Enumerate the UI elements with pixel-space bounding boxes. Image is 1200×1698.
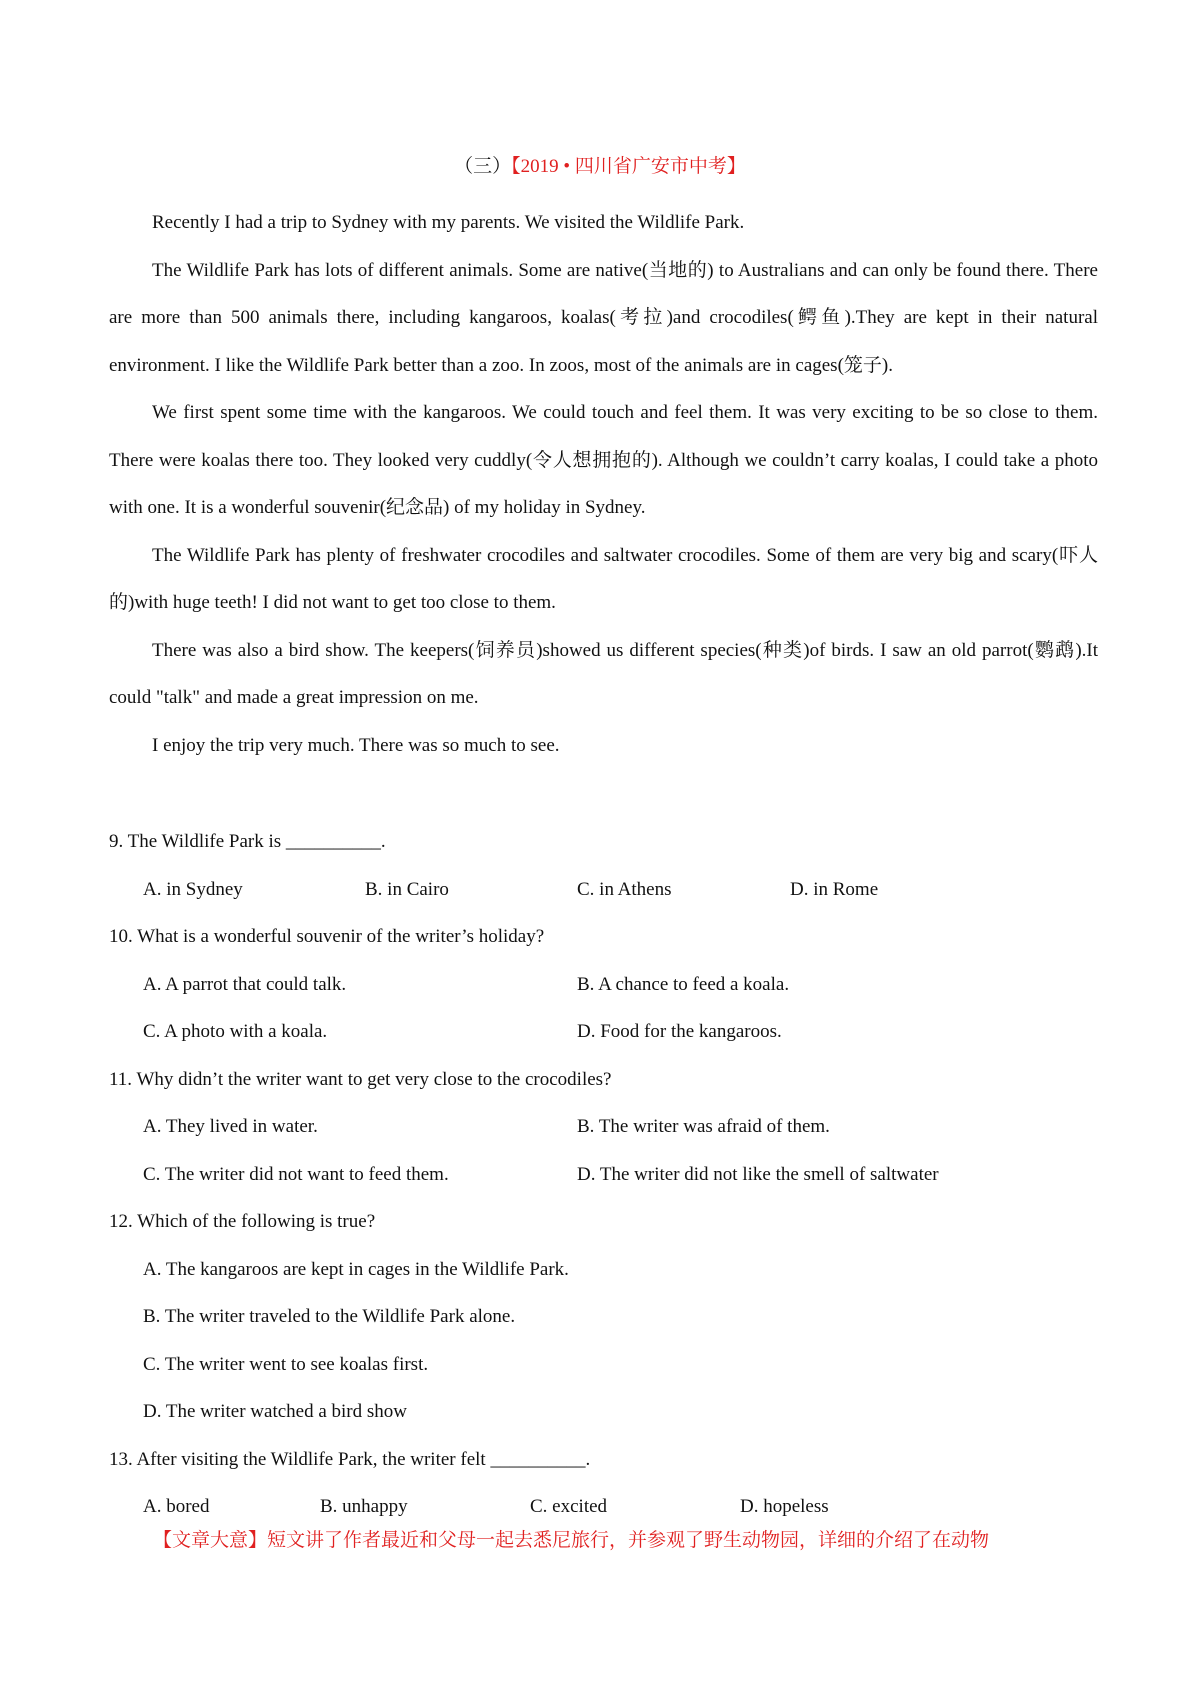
- passage-paragraph: We first spent some time with the kangaroos. We could touch and feel them. It was very exciting to be so close to them. There were koalas there too. They looked very cuddly(令人想拥抱的). Although we couldn’t carry koalas, I could take a photo with one. It is a wonderful souvenir(纪念品) of my holiday in Sydney.: [109, 402, 1098, 518]
- question-12-option-d: D. The writer watched a bird show: [143, 1401, 407, 1422]
- question-10-option-d: D. Food for the kangaroos.: [577, 1021, 782, 1042]
- passage-paragraph: The Wildlife Park has plenty of freshwater crocodiles and saltwater crocodiles. Some of them are very big and scary(吓人的)with huge teeth! I did not want to get too close to them.: [109, 544, 1098, 613]
- question-11-option-c: C. The writer did not want to feed them.: [143, 1164, 449, 1185]
- question-11-option-a: A. They lived in water.: [143, 1116, 318, 1137]
- question-13-option-c: C. excited: [530, 1496, 608, 1517]
- passage-paragraph: Recently I had a trip to Sydney with my parents. We visited the Wildlife Park.: [152, 212, 745, 233]
- question-10-option-a: A. A parrot that could talk.: [143, 974, 347, 995]
- passage-paragraph: The Wildlife Park has lots of different animals. Some are native(当地的) to Australians and can only be found there. There are more than 500 animals there, including kangaroos, koalas(考拉)and crocodiles(鳄鱼).They are kept in their natural environment. I like the Wildlife Park better than a zoo. In zoos, most of the animals are in cages(笼子).: [109, 259, 1098, 376]
- reading-passage: [109, 199, 1098, 769]
- passage-paragraph: I enjoy the trip very much. There was so much to see.: [152, 734, 560, 756]
- question-11-option-d: D. The writer did not like the smell of saltwater: [577, 1164, 939, 1185]
- section-heading: [0, 152, 1200, 182]
- question-13-option-a: A. bored: [143, 1496, 210, 1517]
- question-9-option-c: C. in Athens: [577, 879, 672, 900]
- question-11-option-b: B. The writer was afraid of them.: [577, 1116, 830, 1137]
- question-11-stem: 11. Why didn’t the writer want to get very close to the crocodiles?: [109, 1069, 612, 1090]
- question-13-option-b: B. unhappy: [320, 1496, 408, 1517]
- question-10-stem: 10. What is a wonderful souvenir of the writer’s holiday?: [109, 926, 545, 947]
- exam-source: 【2019 • 四川省广安市中考】: [511, 156, 746, 177]
- question-12-stem: 12. Which of the following is true?: [109, 1211, 376, 1232]
- question-12-option-b: B. The writer traveled to the Wildlife Park alone.: [143, 1306, 516, 1327]
- passage-paragraph: There was also a bird show. The keepers(饲养员)showed us different species(种类)of birds. I saw an old parrot(鹦鹉).It could "talk" and made a great impression on me.: [109, 639, 1098, 708]
- question-9-stem: 9. The Wildlife Park is __________.: [109, 831, 386, 852]
- question-9-option-b: B. in Cairo: [365, 879, 449, 900]
- question-9-option-d: D. in Rome: [790, 879, 879, 900]
- question-13-option-d: D. hopeless: [740, 1496, 829, 1517]
- question-12-option-a: A. The kangaroos are kept in cages in the Wildlife Park.: [143, 1259, 569, 1280]
- article-summary: 【文章大意】短文讲了作者最近和父母一起去悉尼旅行，并参观了野生动物园，详细的介绍了在动物: [153, 1530, 990, 1551]
- question-13-stem: 13. After visiting the Wildlife Park, the writer felt __________.: [109, 1449, 591, 1470]
- question-10-option-b: B. A chance to feed a koala.: [577, 974, 790, 995]
- question-9-option-a: A. in Sydney: [143, 879, 243, 900]
- section-number: （三）: [454, 156, 512, 177]
- question-12-option-c: C. The writer went to see koalas first.: [143, 1354, 429, 1375]
- question-10-option-c: C. A photo with a koala.: [143, 1021, 328, 1042]
